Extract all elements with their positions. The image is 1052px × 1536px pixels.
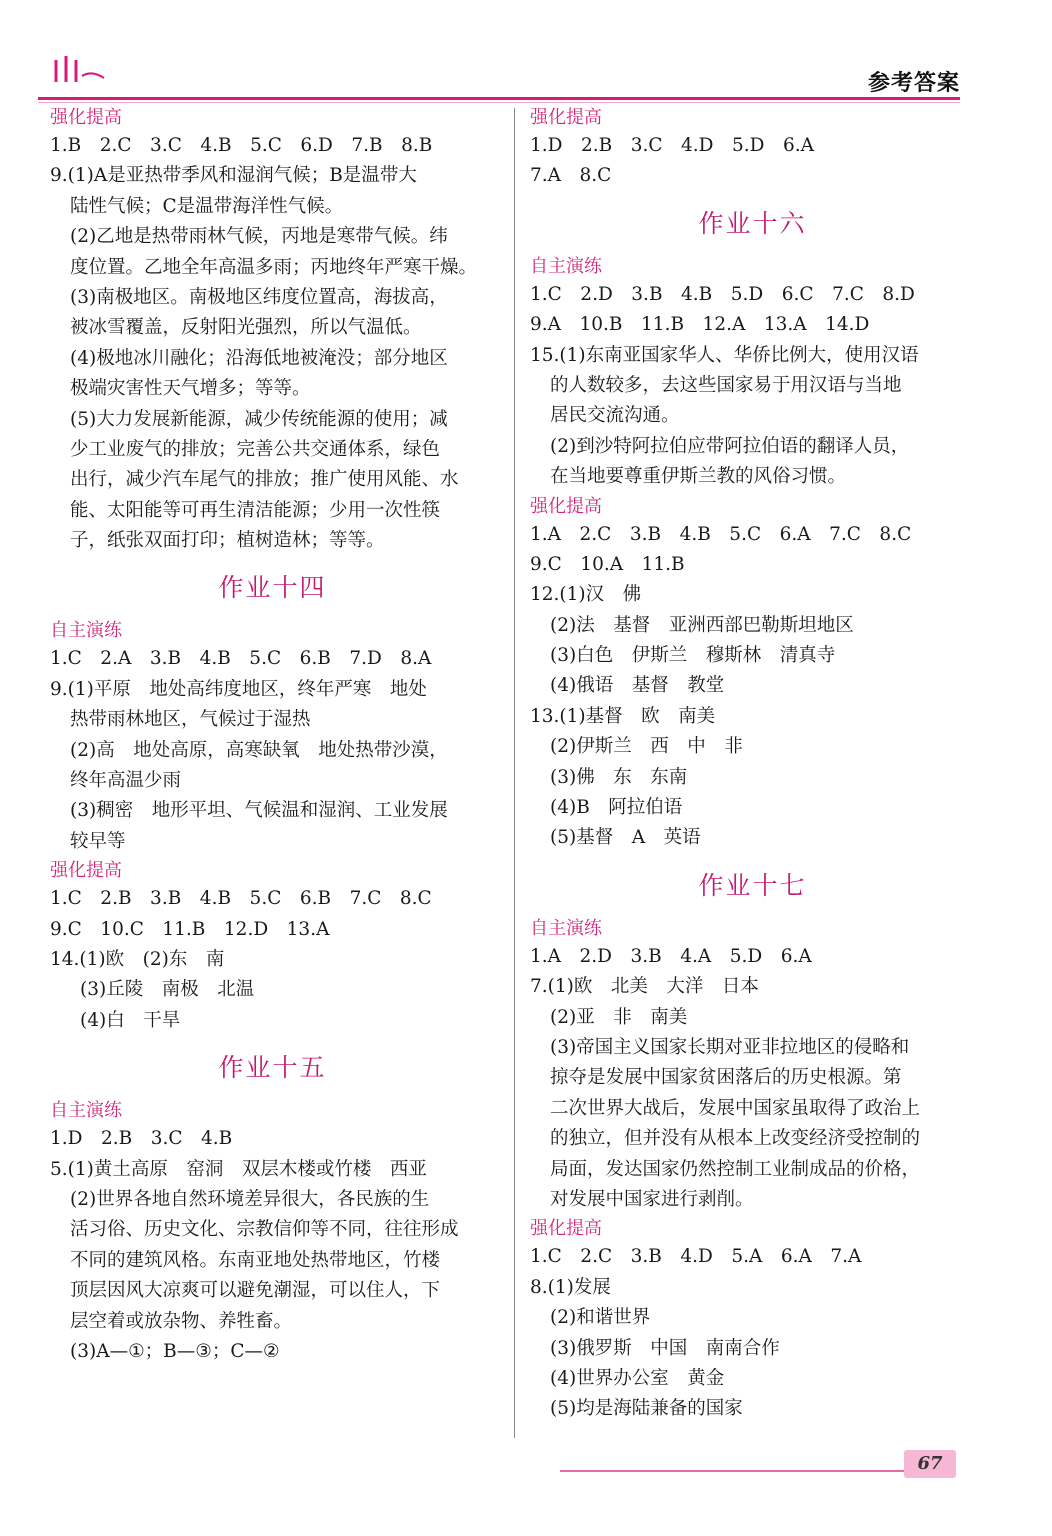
answer-line: 较早等 — [70, 830, 126, 852]
answer-line: (5)大力发展新能源，减少传统能源的使用；减 — [70, 408, 448, 430]
answer-line: 能、太阳能等可再生清洁能源；少用一次性筷 — [70, 499, 441, 521]
answer-line: 14.(1)欧 (2)东 南 — [50, 948, 225, 970]
answer-line: 9.C 10.C 11.B 12.D 13.A — [50, 918, 330, 940]
section-subheading: 强化提高 — [50, 860, 122, 882]
page-title: 参考答案 — [867, 71, 960, 96]
answer-line: 12.(1)汉 佛 — [530, 584, 642, 606]
page-number: 67 — [904, 1450, 956, 1478]
header-rule-thin — [38, 102, 960, 103]
answer-line: 1.B 2.C 3.C 4.B 5.C 6.D 7.B 8.B — [50, 135, 433, 156]
answer-line: 1.C 2.C 3.B 4.D 5.A 6.A 7.A — [530, 1246, 862, 1268]
answer-line: 1.C 2.B 3.B 4.B 5.C 6.B 7.C 8.C — [50, 888, 432, 910]
answer-line: 度位置。乙地全年高温多雨；丙地终年严寒干燥。 — [70, 256, 478, 278]
assignment-heading: 作业十六 — [698, 208, 807, 238]
answer-line: 7.A 8.C — [530, 165, 612, 187]
answer-line: 1.C 2.A 3.B 4.B 5.C 6.B 7.D 8.A — [50, 648, 432, 670]
answer-line: (2)伊斯兰 西 中 非 — [550, 736, 743, 758]
answer-line: (3)佛 东 东南 — [550, 766, 688, 788]
answer-line: (3)A—①；B—③；C—② — [70, 1340, 280, 1362]
answer-line: 15.(1)东南亚国家华人、华侨比例大，使用汉语 — [530, 344, 919, 366]
section-subheading: 自主演练 — [50, 620, 122, 642]
answer-line: 层空着或放杂物、养牲畜。 — [70, 1310, 293, 1332]
answer-line: (3)稠密 地形平坦、气候温和湿润、工业发展 — [70, 800, 448, 822]
answer-line: 对发展中国家进行剥削。 — [550, 1188, 754, 1210]
right-column — [530, 104, 975, 1425]
answer-line: (2)世界各地自然环境差异很大，各民族的生 — [70, 1188, 430, 1210]
answer-line: 在当地要尊重伊斯兰教的风俗习惯。 — [550, 466, 847, 488]
answer-line: (4)俄语 基督 教堂 — [550, 675, 725, 697]
answer-line: 终年高温少雨 — [70, 770, 182, 792]
section-subheading: 自主演练 — [50, 1100, 122, 1122]
answer-line: (4)白 干旱 — [80, 1009, 181, 1031]
answer-line: (2)法 基督 亚洲西部巴勒斯坦地区 — [550, 614, 854, 636]
column-divider — [514, 108, 515, 1438]
answer-line: 不同的建筑风格。东南亚地处热带地区，竹楼 — [70, 1249, 441, 1271]
answer-line: 9.A 10.B 11.B 12.A 13.A 14.D — [530, 314, 870, 336]
answer-line: 出行，减少汽车尾气的排放；推广使用风能、水 — [70, 469, 459, 491]
answer-line: 13.(1)基督 欧 南美 — [530, 705, 716, 727]
book-logo-icon — [52, 52, 112, 86]
left-column — [50, 104, 495, 1367]
section-subheading: 强化提高 — [530, 495, 602, 517]
answer-line: 二次世界大战后，发展中国家虽取得了政治上 — [550, 1097, 921, 1119]
answer-line: 9.C 10.A 11.B — [530, 553, 685, 575]
answer-line: 1.A 2.D 3.B 4.A 5.D 6.A — [530, 945, 812, 967]
answer-line: 1.C 2.D 3.B 4.B 5.D 6.C 7.C 8.D — [530, 283, 915, 305]
answer-line: (4)世界办公室 黄金 — [550, 1367, 725, 1389]
answer-line: (4)B 阿拉伯语 — [550, 797, 683, 819]
answer-line: (2)亚 非 南美 — [550, 1006, 688, 1028]
section-subheading: 自主演练 — [530, 917, 602, 939]
answer-line: (2)高 地处高原，高寒缺氧 地处热带沙漠， — [70, 739, 448, 761]
answer-line: (2)到沙特阿拉伯应带阿拉伯语的翻译人员， — [550, 435, 910, 457]
answer-line: 子，纸张双面打印；植树造林；等等。 — [70, 530, 385, 552]
answer-line: 顶层因风大凉爽可以避免潮湿，可以住人，下 — [70, 1280, 441, 1302]
answer-line: (3)白色 伊斯兰 穆斯林 清真寺 — [550, 645, 836, 667]
section-subheading: 强化提高 — [530, 1218, 602, 1240]
answer-line: 1.D 2.B 3.C 4.D 5.D 6.A — [530, 135, 815, 156]
answer-line: (2)和谐世界 — [550, 1307, 651, 1329]
footer-rule — [560, 1470, 940, 1472]
answer-line: 被冰雪覆盖，反射阳光强烈，所以气温低。 — [70, 317, 422, 339]
answer-line: 7.(1)欧 北美 大洋 日本 — [530, 976, 759, 998]
section-subheading: 强化提高 — [50, 107, 122, 128]
answer-line: 5.(1)黄土高原 窑洞 双层木楼或竹楼 西亚 — [50, 1158, 427, 1180]
section-subheading: 强化提高 — [530, 107, 602, 128]
answer-line: 的独立，但并没有从根本上改变经济受控制的 — [550, 1128, 921, 1150]
answer-line: 陆性气候；C是温带海洋性气候。 — [70, 195, 344, 217]
answer-line: (3)南极地区。南极地区纬度位置高，海拔高， — [70, 286, 448, 308]
answer-line: 少工业废气的排放；完善公共交通体系，绿色 — [70, 438, 441, 460]
answer-line: (4)极地冰川融化；沿海低地被淹没；部分地区 — [70, 347, 448, 369]
answer-line: 极端灾害性天气增多；等等。 — [70, 378, 311, 400]
answer-line: (3)丘陵 南极 北温 — [80, 979, 255, 1001]
answer-line: 掠夺是发展中国家贫困落后的历史根源。第 — [550, 1067, 902, 1089]
answer-line: 1.D 2.B 3.C 4.B — [50, 1128, 233, 1150]
answer-line: 局面，发达国家仍然控制工业制成品的价格， — [550, 1158, 921, 1180]
assignment-heading: 作业十七 — [698, 870, 807, 900]
answer-line: (3)俄罗斯 中国 南南合作 — [550, 1337, 780, 1359]
answer-line: (5)基督 A 英语 — [550, 827, 701, 849]
answer-line: (2)乙地是热带雨林气候，丙地是寒带气候。纬 — [70, 226, 448, 248]
answer-line: 活习俗、历史文化、宗教信仰等不同，往往形成 — [70, 1219, 459, 1241]
answer-line: 居民交流沟通。 — [550, 405, 680, 427]
answer-line: 热带雨林地区，气候过于湿热 — [70, 709, 311, 731]
answer-line: 9.(1)A是亚热带季风和湿润气候；B是温带大 — [50, 165, 417, 187]
assignment-heading: 作业十四 — [218, 573, 327, 603]
section-subheading: 自主演练 — [530, 255, 602, 277]
answer-line: (5)均是海陆兼备的国家 — [550, 1398, 743, 1420]
answer-line: 1.A 2.C 3.B 4.B 5.C 6.A 7.C 8.C — [530, 523, 912, 545]
answer-line: (3)帝国主义国家长期对亚非拉地区的侵略和 — [550, 1036, 910, 1058]
answer-line: 的人数较多，去这些国家易于用汉语与当地 — [550, 374, 902, 396]
answer-line: 8.(1)发展 — [530, 1276, 611, 1298]
header-rule — [38, 97, 960, 100]
answer-line: 9.(1)平原 地处高纬度地区，终年严寒 地处 — [50, 678, 427, 700]
assignment-heading: 作业十五 — [218, 1053, 327, 1083]
